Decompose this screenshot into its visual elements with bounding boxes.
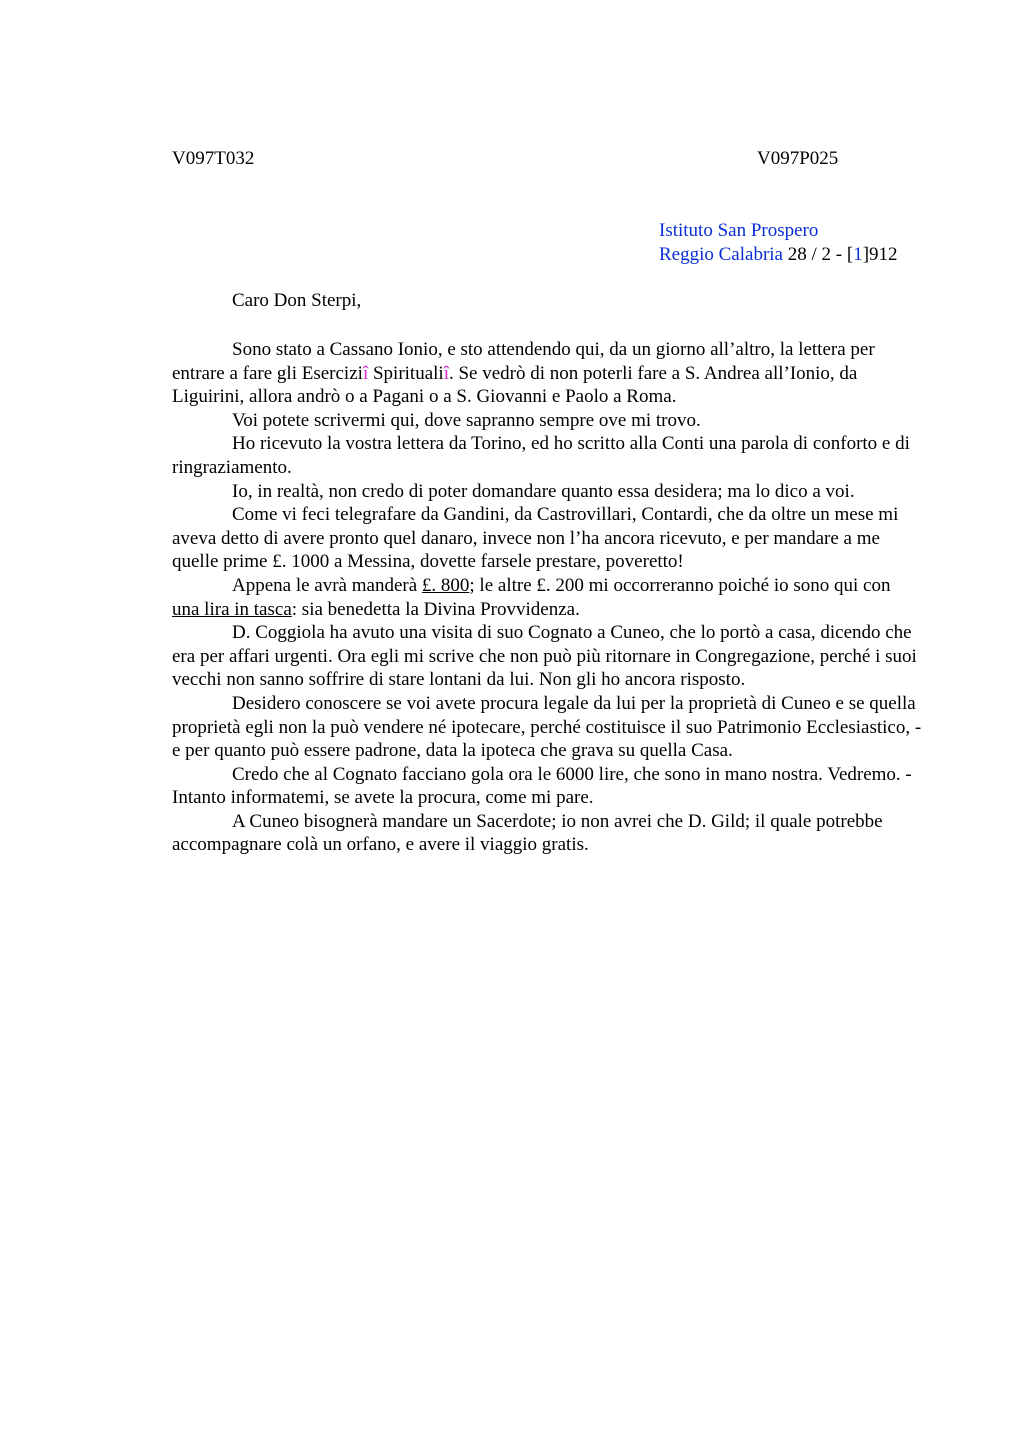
salutation: Caro Don Sterpi, (232, 290, 362, 311)
paragraph-9: Credo che al Cognato facciano gola ora le 6000 lire, che sono in mano nostra. Vedremo. - Intanto informatemi, se avete la procura, come mi pare. (172, 763, 912, 809)
paragraph-6 (172, 574, 922, 621)
paragraph-8: Desidero conoscere se voi avete procura legale da lui per la proprietà di Cuneo e se quella proprietà egli non la può vendere né ipotecare, perché costituisce il suo Patrimonio Ecclesiastico, - e per quanto può essere padrone, data la ipoteca che grava su quella Casa. (172, 692, 922, 762)
editorial-mark: î (362, 362, 369, 384)
place-date-line (659, 243, 898, 267)
address-block (659, 219, 898, 267)
document-code-right: V097P025 (757, 148, 839, 169)
date-part-b: ]912 (862, 244, 898, 265)
editorial-mark: î (443, 362, 449, 384)
paragraph-4: Io, in realtà, non credo di poter domandare quanto essa desidera; ma lo dico a voi. (232, 480, 855, 502)
paragraph-2: Voi potete scrivermi qui, dove sapranno sempre ove mi trovo. (232, 409, 701, 431)
paragraph-10: A Cuneo bisognerà mandare un Sacerdote; io non avrei che D. Gild; il quale potrebbe accompagnare colà un orfano, e avere il viaggio gratis. (172, 810, 883, 856)
letter-body (172, 338, 922, 857)
city-name: Reggio Calabria (659, 244, 783, 265)
date-part-a: 28 / 2 - [ (787, 244, 854, 265)
paragraph-3: Ho ricevuto la vostra lettera da Torino, ed ho scritto alla Conti una parola di conforto e di ringraziamento. (172, 433, 910, 478)
paragraph-1-text-a: Sono stato a Cassano Ionio, e sto attendendo qui, da un giorno all’altro, la lettera per entrare a fare gli Esercizi (172, 339, 875, 384)
paragraph-7: D. Coggiola ha avuto una visita di suo Cognato a Cuneo, che lo portò a casa, dicendo che era per affari urgenti. Ora egli mi scrive che non può più ritornare in Congregazione, perché i suoi vecchi non sanno soffrire di stare lontani da lui. Non gli ho ancora risposto. (172, 622, 917, 691)
underlined-phrase: una lira in tasca (172, 598, 292, 620)
underlined-amount: £. 800 (421, 574, 470, 596)
paragraph-6-text-a: Appena le avrà manderà (232, 574, 422, 596)
institute-name: Istituto San Prospero (659, 220, 819, 241)
paragraph-1-text-b: Spirituali (368, 362, 444, 384)
document-code-left: V097T032 (172, 148, 255, 169)
paragraph-5: Come vi feci telegrafare da Gandini, da Castrovillari, Contardi, che da oltre un mese mi aveva detto di avere pronto quel danaro, invece non l’ha ancora ricevuto, e per mandare a me quelle prime £. 1000 a Messina, dovette farsele prestare, poveretto! (172, 504, 899, 573)
paragraph-1 (172, 338, 922, 409)
paragraph-1-text-c: . Se vedrò di non poterli fare a S. Andrea all’Ionio, da Liguirini, allora andrò o a Pagani o a S. Giovanni e Paolo a Roma. (172, 362, 858, 408)
date-bracket-digit: 1 (853, 244, 863, 265)
paragraph-6-text-b: ; le altre £. 200 mi occorreranno poiché io sono qui con (469, 574, 891, 596)
paragraph-6-text-c: : sia benedetta la Divina Provvidenza. (291, 598, 580, 620)
